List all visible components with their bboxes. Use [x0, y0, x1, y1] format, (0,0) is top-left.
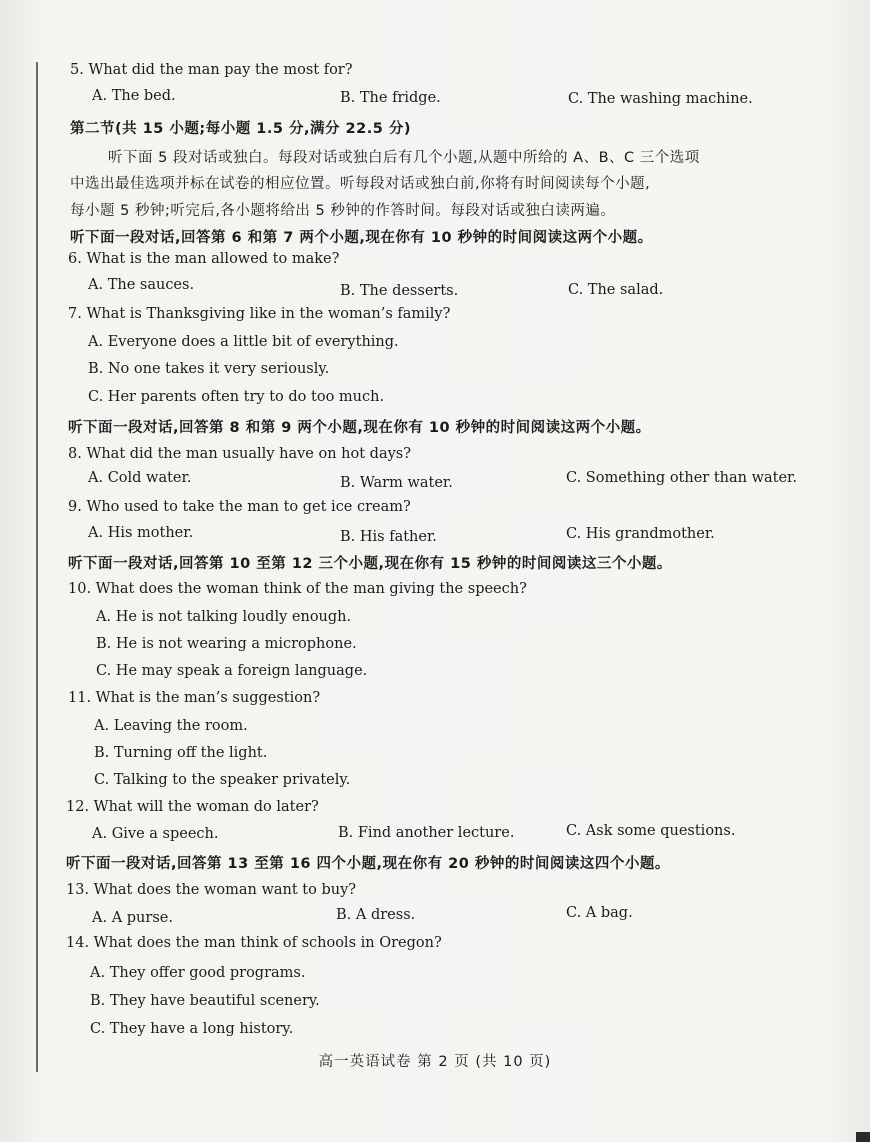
- question-14-option-c: C. They have a long history.: [90, 1021, 294, 1037]
- section-2-title: 第二节(共 15 小题;每小题 1.5 分,满分 22.5 分): [70, 121, 411, 137]
- question-12-option-b: B. Find another lecture.: [338, 825, 515, 841]
- question-10-option-b: B. He is not wearing a microphone.: [96, 636, 357, 652]
- question-5-stem: 5. What did the man pay the most for?: [70, 62, 353, 78]
- question-11-option-c: C. Talking to the speaker privately.: [94, 772, 351, 788]
- question-7-stem: 7. What is Thanksgiving like in the woman’s family?: [68, 306, 451, 322]
- question-9-option-c: C. His grandmother.: [566, 526, 715, 542]
- question-6-option-c: C. The salad.: [568, 282, 664, 298]
- question-14-option-a: A. They offer good programs.: [90, 965, 306, 981]
- question-14-stem: 14. What does the man think of schools in Oregon?: [66, 935, 442, 951]
- directions-10-12: 听下面一段对话,回答第 10 至第 12 三个小题,现在你有 15 秒钟的时间阅读这三个小题。: [68, 556, 672, 572]
- question-7-option-c: C. Her parents often try to do too much.: [88, 389, 385, 405]
- directions-8-9: 听下面一段对话,回答第 8 和第 9 两个小题,现在你有 10 秒钟的时间阅读这两个小题。: [68, 420, 651, 436]
- question-11-stem: 11. What is the man’s suggestion?: [68, 690, 321, 706]
- question-8-stem: 8. What did the man usually have on hot days?: [68, 446, 411, 462]
- question-8-option-b: B. Warm water.: [340, 475, 453, 491]
- question-5-option-c: C. The washing machine.: [568, 91, 753, 107]
- question-11-option-a: A. Leaving the room.: [94, 718, 248, 734]
- page-footer: 高一英语试卷 第 2 页 (共 10 页): [318, 1054, 552, 1070]
- section-2-instruction-2: 中选出最佳选项并标在试卷的相应位置。听每段对话或独白前,你将有时间阅读每个小题,: [70, 176, 651, 192]
- directions-13-16: 听下面一段对话,回答第 13 至第 16 四个小题,现在你有 20 秒钟的时间阅读这四个小题。: [66, 856, 670, 872]
- question-8-option-c: C. Something other than water.: [566, 470, 798, 486]
- question-12-option-a: A. Give a speech.: [92, 826, 219, 842]
- directions-6-7: 听下面一段对话,回答第 6 和第 7 两个小题,现在你有 10 秒钟的时间阅读这两个小题。: [70, 230, 653, 246]
- question-6-stem: 6. What is the man allowed to make?: [68, 251, 340, 267]
- question-12-option-c: C. Ask some questions.: [566, 823, 736, 839]
- question-13-option-b: B. A dress.: [336, 907, 416, 923]
- question-6-option-a: A. The sauces.: [88, 277, 195, 293]
- question-6-option-b: B. The desserts.: [340, 283, 459, 299]
- question-13-stem: 13. What does the woman want to buy?: [66, 882, 357, 898]
- question-14-option-b: B. They have beautiful scenery.: [90, 993, 320, 1009]
- corner-mark: [856, 1132, 870, 1142]
- question-10-option-a: A. He is not talking loudly enough.: [96, 609, 352, 625]
- question-8-option-a: A. Cold water.: [88, 470, 192, 486]
- question-5-option-b: B. The fridge.: [340, 90, 441, 106]
- margin-line: [36, 62, 38, 1072]
- question-7-option-b: B. No one takes it very seriously.: [88, 361, 330, 377]
- section-2-instruction-3: 每小题 5 秒钟;听完后,各小题将给出 5 秒钟的作答时间。每段对话或独白读两遍。: [70, 203, 616, 219]
- question-10-stem: 10. What does the woman think of the man giving the speech?: [68, 581, 527, 597]
- question-5-option-a: A. The bed.: [92, 88, 176, 104]
- question-9-option-b: B. His father.: [340, 529, 437, 545]
- question-11-option-b: B. Turning off the light.: [94, 745, 268, 761]
- question-10-option-c: C. He may speak a foreign language.: [96, 663, 368, 679]
- question-9-option-a: A. His mother.: [88, 525, 194, 541]
- question-12-stem: 12. What will the woman do later?: [66, 799, 319, 815]
- question-13-option-c: C. A bag.: [566, 905, 633, 921]
- question-13-option-a: A. A purse.: [92, 910, 173, 926]
- question-7-option-a: A. Everyone does a little bit of everything.: [88, 334, 399, 350]
- section-2-instruction-1: 听下面 5 段对话或独白。每段对话或独白后有几个小题,从题中所给的 A、B、C 三个选项: [108, 150, 700, 166]
- question-9-stem: 9. Who used to take the man to get ice cream?: [68, 499, 411, 515]
